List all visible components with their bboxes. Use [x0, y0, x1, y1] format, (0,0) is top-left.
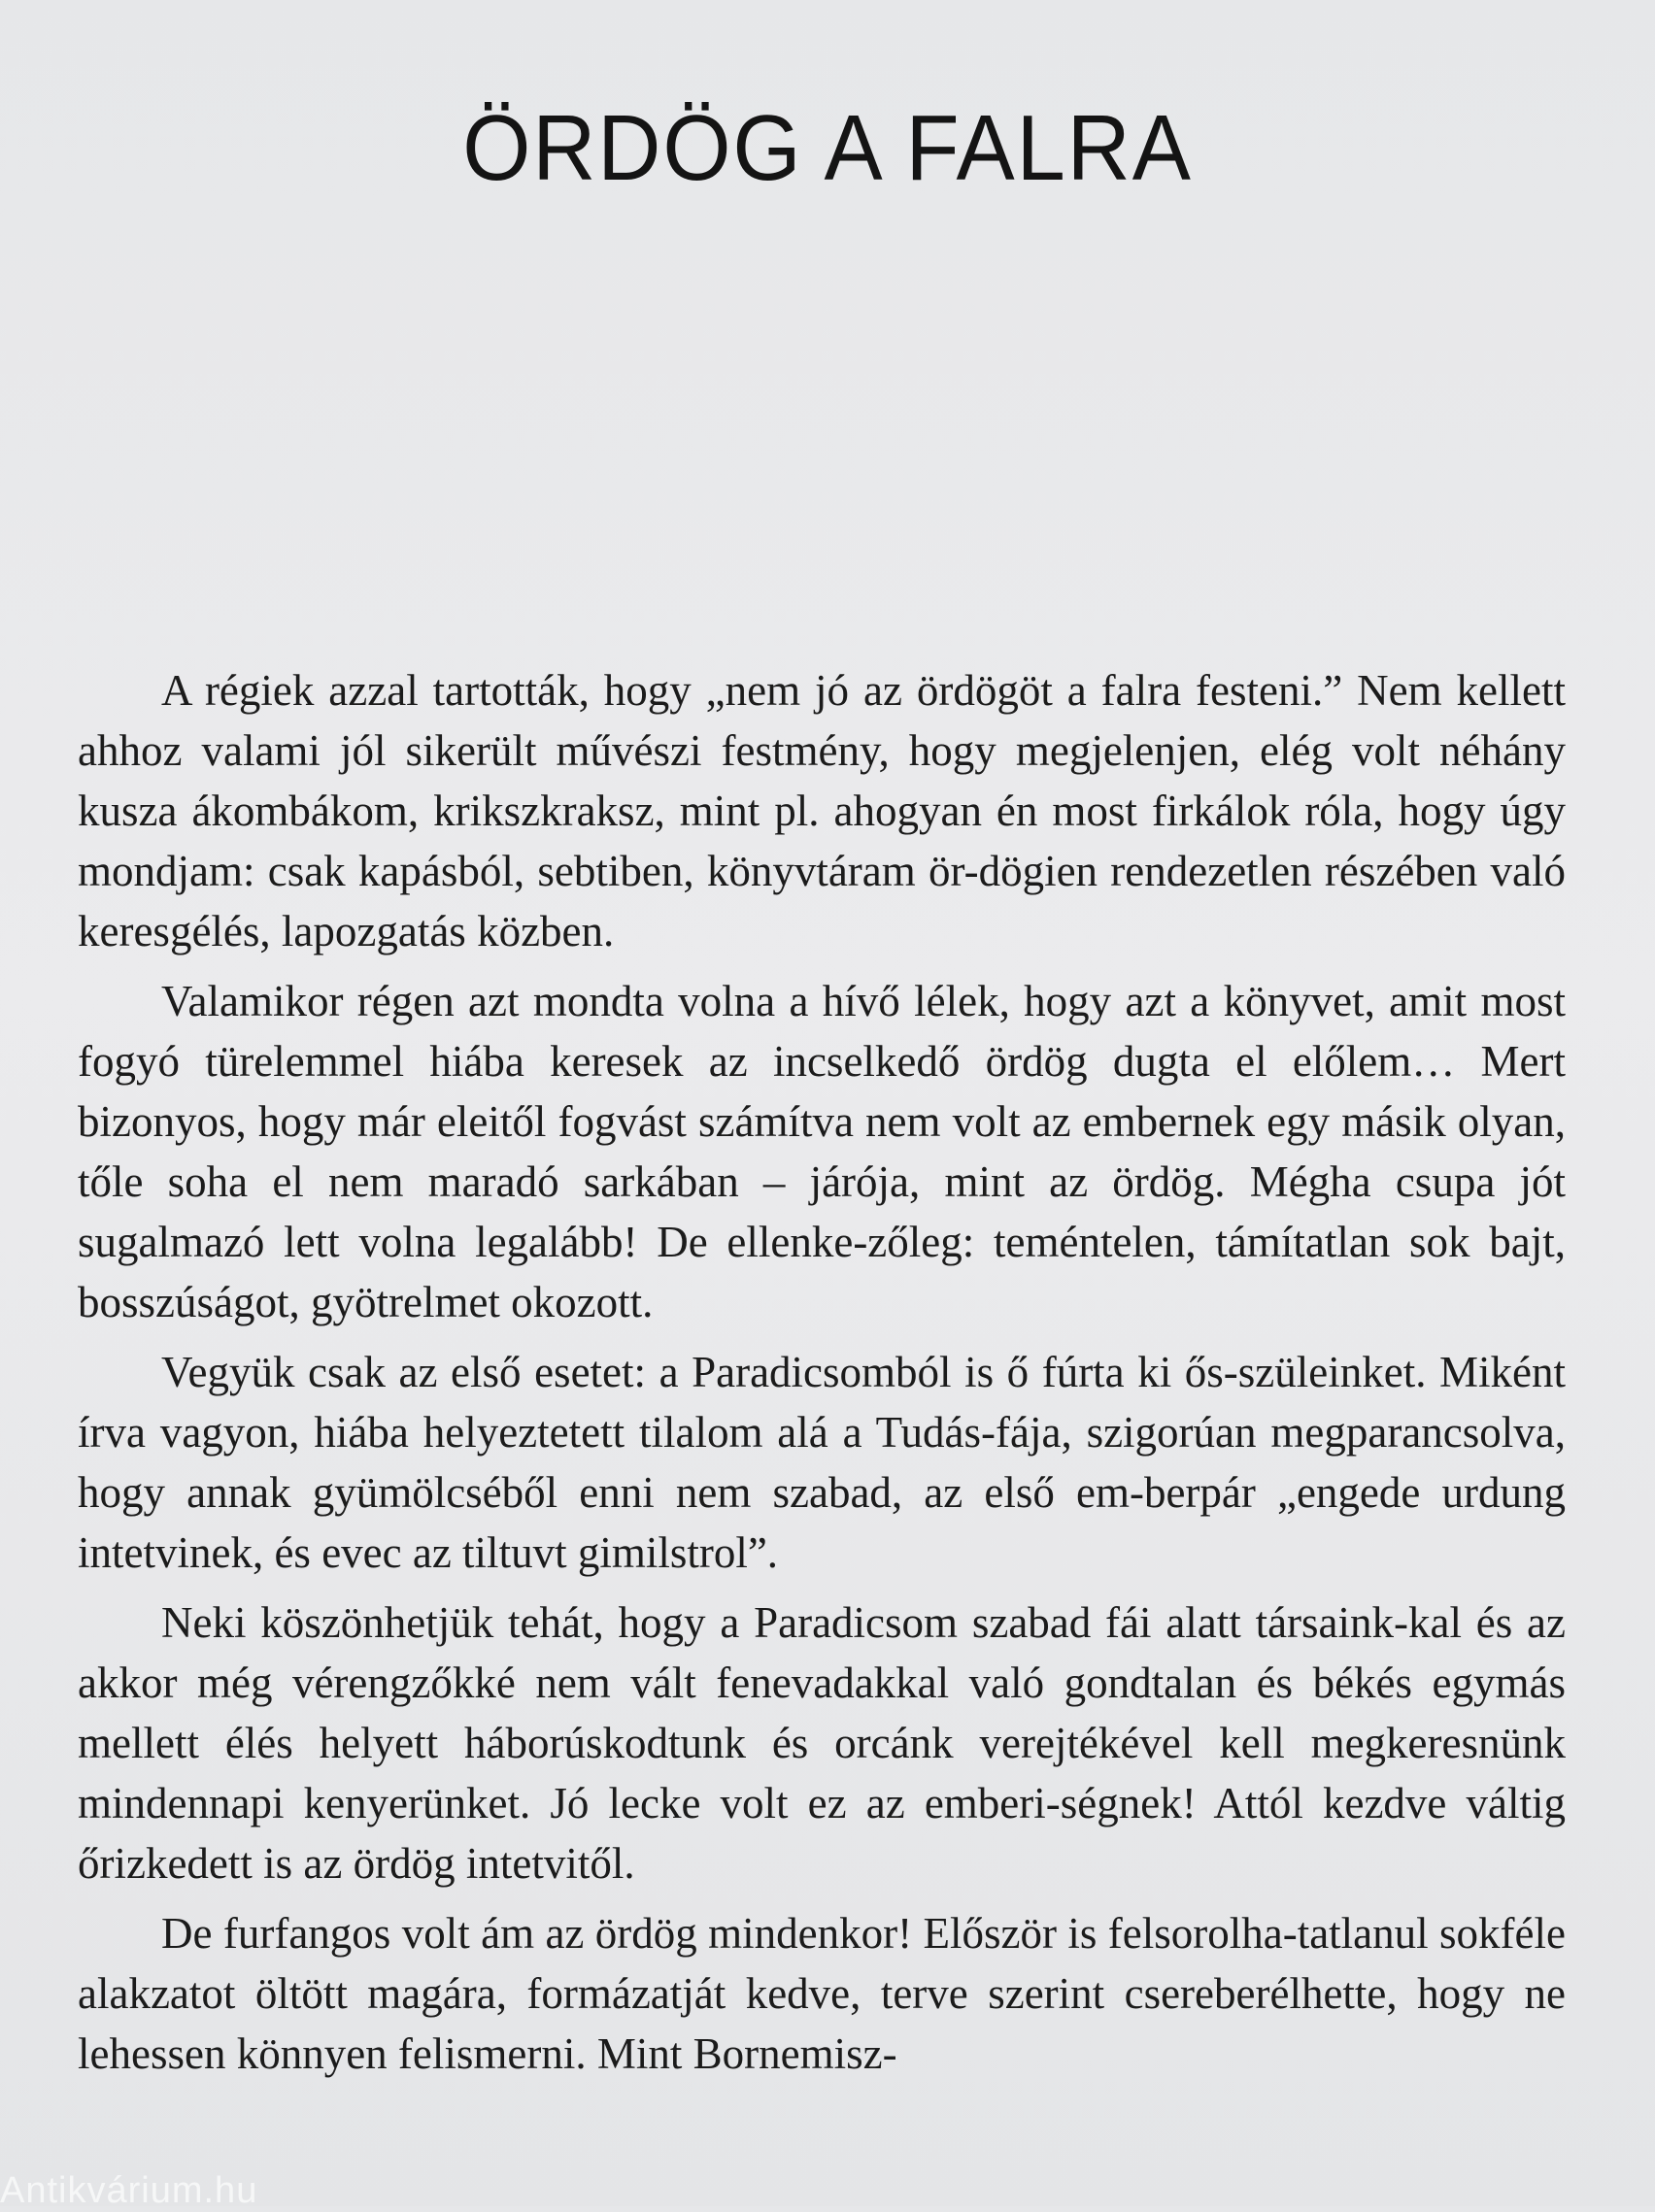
paragraph: Valamikor régen azt mondta volna a hívő lélek, hogy azt a könyvet, amit most fogyó türelemmel hiába keresek az incselkedő ördög dugta el előlem… Mert bizonyos, hogy már eleitől fogvást számítva nem volt az embernek egy másik olyan, tőle soha el nem maradó sarkában – járója, mint az ördög. Mégha csupa jót sugalmazó lett volna legalább! De ellenke-zőleg: teméntelen, támítatlan sok bajt, bosszúságot, gyötrelmet okozott.: [78, 977, 1566, 1326]
paragraph: Vegyük csak az első esetet: a Paradicsomból is ő fúrta ki ős-szüleinket. Miként írva vagyon, hiába helyeztetett tilalom alá a Tudás-fája, szigorúan megparancsolva, hogy annak gyümölcséből enni nem szabad, az első em-berpár „engede urdung intetvinek, és evec az tiltuvt gimilstrol”.: [78, 1348, 1566, 1577]
chapter-body: [78, 660, 1566, 2094]
paragraph: De furfangos volt ám az ördög mindenkor! Először is felsorolha-tatlanul sokféle alakzatot öltött magára, formázatját kedve, terve szerint csereberélhette, hogy ne lehessen könnyen felismerni. Mint Bornemisz-: [78, 1909, 1566, 2078]
watermark: Antikvárium.hu: [0, 2170, 258, 2211]
chapter-title: ÖRDÖG A FALRA: [462, 96, 1193, 200]
paragraph: A régiek azzal tartották, hogy „nem jó az ördögöt a falra festeni.” Nem kellett ahhoz valami jól sikerült művészi festmény, hogy megjelenjen, elég volt néhány kusza ákombákom, krikszkraksz, mint pl. ahogyan én most firkálok róla, hogy úgy mondjam: csak kapásból, sebtiben, könyvtáram ör-dögien rendezetlen részében való keresgélés, lapozgatás közben.: [78, 666, 1566, 955]
paragraph: Neki köszönhetjük tehát, hogy a Paradicsom szabad fái alatt társaink-kal és az akkor még vérengzőkké nem vált fenevadakkal való gondtalan és békés egymás mellett élés helyett háborúskodtunk és orcánk verejtékével kell megkeresnünk mindennapi kenyerünket. Jó lecke volt ez az emberi-ségnek! Attól kezdve váltig őrizkedett is az ördög intetvitől.: [78, 1598, 1566, 1888]
